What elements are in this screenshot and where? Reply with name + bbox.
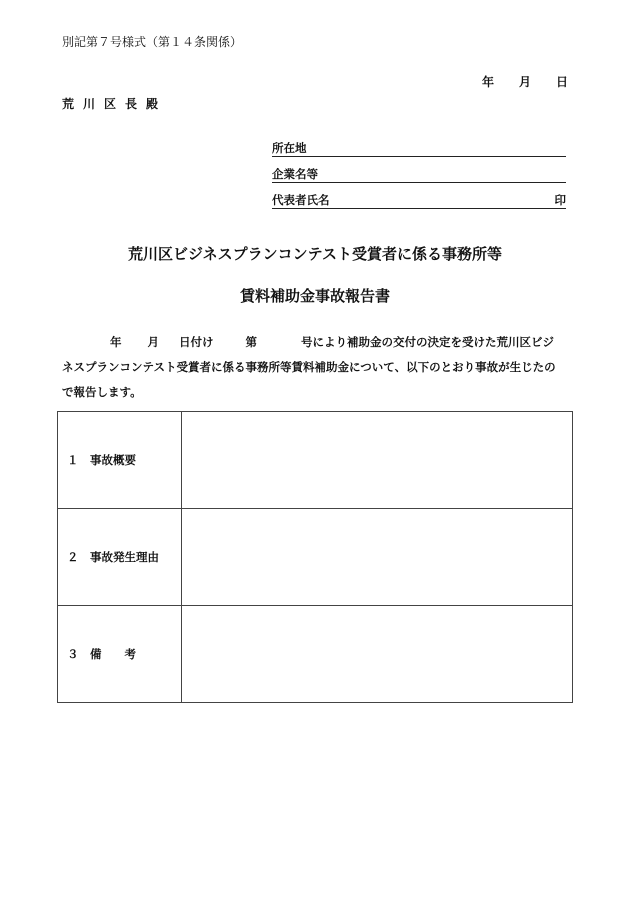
row-label-remarks: ３ 備 考 xyxy=(58,606,182,703)
form-number: 別記第７号様式（第１４条関係） xyxy=(62,35,243,49)
remarks-input[interactable] xyxy=(182,606,573,703)
addressee: 荒川区長殿 xyxy=(62,97,168,111)
row-label-accident-reason: ２ 事故発生理由 xyxy=(58,509,182,606)
address-field[interactable] xyxy=(272,141,566,157)
document-title-line1: 荒川区ビジネスプランコンテスト受賞者に係る事務所等 xyxy=(128,245,502,263)
representative-label: 代表者氏名 xyxy=(272,193,330,207)
statement-month: 月 xyxy=(147,335,159,349)
statement-dated: 日付け xyxy=(179,335,214,349)
date-line xyxy=(482,73,569,90)
row-label-accident-summary: １ 事故概要 xyxy=(58,412,182,509)
accident-summary-input[interactable] xyxy=(182,412,573,509)
report-statement xyxy=(62,330,572,405)
representative-field[interactable] xyxy=(272,193,566,209)
statement-line3: で報告します。 xyxy=(62,385,142,399)
seal-mark: 印 xyxy=(554,193,566,207)
table-row xyxy=(58,412,573,509)
date-day: 日 xyxy=(556,75,570,89)
accident-reason-input[interactable] xyxy=(182,509,573,606)
company-field[interactable] xyxy=(272,167,566,183)
statement-line1: 号により補助金の交付の決定を受けた荒川区ビジ xyxy=(301,335,554,349)
table-row xyxy=(58,509,573,606)
table-row xyxy=(58,606,573,703)
statement-year: 年 xyxy=(110,335,122,349)
statement-number-prefix: 第 xyxy=(245,335,257,349)
report-table xyxy=(57,411,573,703)
address-label: 所在地 xyxy=(272,141,307,155)
statement-line2: ネスプランコンテスト受賞者に係る事務所等賃料補助金について、以下のとおり事故が生じたの xyxy=(62,360,556,374)
company-label: 企業名等 xyxy=(272,167,318,181)
document-title-line2: 賃料補助金事故報告書 xyxy=(239,287,390,305)
date-year: 年 xyxy=(482,75,496,89)
date-month: 月 xyxy=(519,75,533,89)
